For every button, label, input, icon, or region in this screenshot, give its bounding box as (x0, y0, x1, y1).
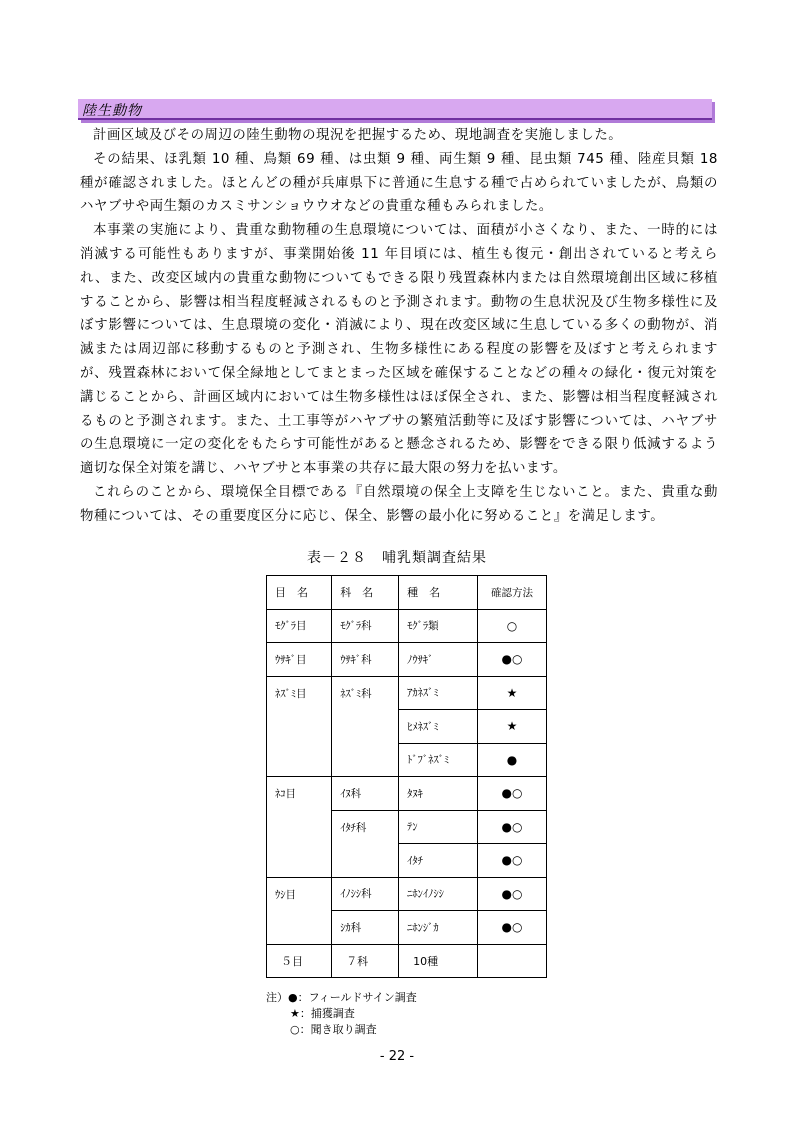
note-item: ★：捕獲調査 (290, 1007, 355, 1020)
order-cell: ｳｼ目 (267, 877, 332, 911)
order-cell (267, 743, 332, 777)
total-order-cell: ５目 (267, 944, 332, 978)
paragraph: 本事業の実施により、貴重な動物種の生息環境については、面積が小さくなり、また、一時的には消滅する可能性もありますが、事業開始後 11 年目頃には、植生も復元・創出されていると考えられ、また、改変区域内の貴重な動物についてもできる限り残置森林内または自然環境創出区域に移植することから、影響は相当程度軽減されるものと予測されます。動物の生息状況及び生物多様性に及ぼす影響については、生息環境の変化・消滅により、現在改変区域に生息している多くの動物が、消滅または周辺部に移動するものと予測され、生物多様性にある程度の影響を及ぼすと考えられますが、残置森林において保全緑地としてまとまった区域を確保することなどの種々の緑化・復元対策を講じることから、計画区域内においては生物多様性はほぼ保全され、また、影響は相当程度軽減されるものと予測されます。また、土工事等がハヤブサの繁殖活動等に及ぼす影響については、ハヤブサの生息環境に一定の変化をもたらす可能性があると懸念されるため、影響をできる限り低減するよう適切な保全対策を講じ、ハヤブサと本事業の共存に最大限の努力を払います。 (80, 223, 718, 477)
body-text (80, 124, 718, 529)
species-cell: ﾋﾒﾈｽﾞﾐ (399, 710, 478, 744)
method-cell: ●○ (477, 911, 546, 945)
notes-prefix: 注） (266, 991, 288, 1004)
order-cell (267, 844, 332, 878)
order-cell: ﾓｸﾞﾗ目 (267, 609, 332, 643)
method-cell: ★ (477, 676, 546, 710)
table-row (267, 810, 547, 844)
table-row (267, 609, 547, 643)
total-species-cell: 10種 (399, 944, 478, 978)
order-cell (267, 810, 332, 844)
method-cell: ●○ (477, 643, 546, 677)
method-cell: ● (477, 743, 546, 777)
note-item: ○：聞き取り調査 (290, 1023, 377, 1036)
table-notes (266, 990, 417, 1038)
table-row (267, 877, 547, 911)
order-cell: ﾈｽﾞﾐ目 (267, 676, 332, 710)
table-row (267, 911, 547, 945)
order-cell: ｳｻｷﾞ目 (267, 643, 332, 677)
family-cell: ｲﾇ科 (332, 777, 399, 811)
species-cell: ﾉｳｻｷﾞ (399, 643, 478, 677)
family-cell: ﾓｸﾞﾗ科 (332, 609, 399, 643)
header-method: 確認方法 (477, 576, 546, 610)
species-cell: ﾄﾞﾌﾞﾈｽﾞﾐ (399, 743, 478, 777)
table-header-row (267, 576, 547, 610)
table-row (267, 844, 547, 878)
table-row (267, 777, 547, 811)
table-row (267, 676, 547, 710)
species-cell: ﾀﾇｷ (399, 777, 478, 811)
section-header (78, 99, 712, 120)
paragraph: 計画区域及びその周辺の陸生動物の現況を把握するため、現地調査を実施しました。 (93, 128, 623, 143)
table-caption: 表－２８ 哺乳類調査結果 (307, 550, 487, 566)
paragraph: その結果、ほ乳類 10 種、鳥類 69 種、は虫類 9 種、両生類 9 種、昆虫類 745 種、陸産貝類 18 種が確認されました。ほとんどの種が兵庫県下に普通に生息する種で占められていましたが、鳥類のハヤブサや両生類のカスミサンショウウオなどの貴重な種もみられました。 (80, 151, 718, 215)
family-cell (332, 743, 399, 777)
order-cell (267, 710, 332, 744)
table-row (267, 710, 547, 744)
species-cell: ｲﾀﾁ (399, 844, 478, 878)
species-cell: ﾆﾎﾝｼﾞｶ (399, 911, 478, 945)
family-cell: ｲﾀﾁ科 (332, 810, 399, 844)
species-cell: ｱｶﾈｽﾞﾐ (399, 676, 478, 710)
family-cell: ﾈｽﾞﾐ科 (332, 676, 399, 710)
method-cell: ●○ (477, 777, 546, 811)
order-cell: ﾈｺ目 (267, 777, 332, 811)
header-order: 目 名 (267, 576, 332, 610)
family-cell: ｼｶ科 (332, 911, 399, 945)
total-family-cell: ７科 (332, 944, 399, 978)
species-cell: ﾓｸﾞﾗ類 (399, 609, 478, 643)
method-cell: ●○ (477, 877, 546, 911)
family-cell: ｲﾉｼｼ科 (332, 877, 399, 911)
method-cell: ●○ (477, 844, 546, 878)
paragraph: これらのことから、環境保全目標である『自然環境の保全上支障を生じないこと。また、貴重な動物種については、その重要度区分に応じ、保全、影響の最小化に努めること』を満足します。 (80, 484, 718, 524)
species-cell: ﾃﾝ (399, 810, 478, 844)
total-method-cell (477, 944, 546, 978)
table-row (267, 743, 547, 777)
header-family: 科 名 (332, 576, 399, 610)
order-cell (267, 911, 332, 945)
method-cell: ●○ (477, 810, 546, 844)
section-title: 陸生動物 (82, 103, 142, 119)
family-cell (332, 844, 399, 878)
mammal-survey-table (266, 575, 547, 978)
method-cell: ○ (477, 609, 546, 643)
family-cell (332, 710, 399, 744)
method-cell: ★ (477, 710, 546, 744)
table-row (267, 643, 547, 677)
family-cell: ｳｻｷﾞ科 (332, 643, 399, 677)
header-species: 種 名 (399, 576, 478, 610)
species-cell: ﾆﾎﾝｲﾉｼｼ (399, 877, 478, 911)
page-number: - 22 - (379, 1049, 415, 1064)
table-total-row (267, 944, 547, 978)
note-item: ●：フィールドサイン調査 (288, 991, 417, 1004)
